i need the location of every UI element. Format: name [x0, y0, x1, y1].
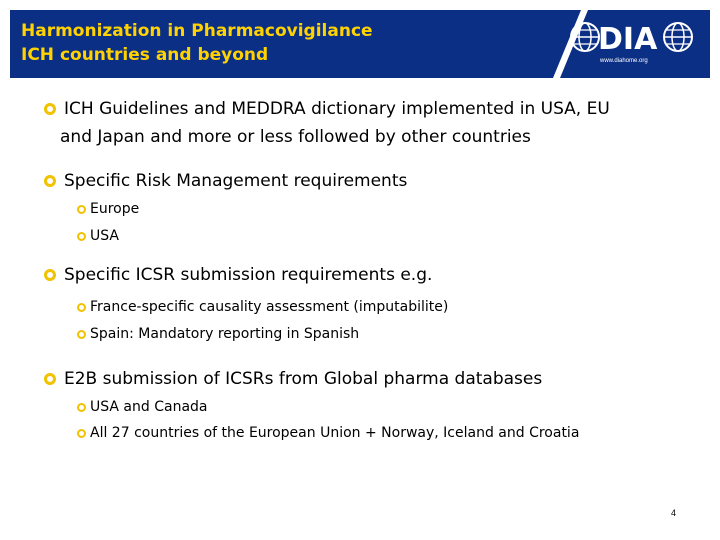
- sub-bullet-text: USA: [90, 228, 119, 244]
- bullet-ring-icon: [44, 103, 56, 115]
- sub-bullet-ring-icon: [77, 330, 86, 339]
- sub-bullet-ring-icon: [77, 429, 86, 438]
- bullet-text: Specific Risk Management requirements: [64, 171, 408, 191]
- sub-bullet-ring-icon: [77, 205, 86, 214]
- sub-bullet-text: Spain: Mandatory reporting in Spanish: [90, 326, 360, 342]
- sub-bullet-text: USA and Canada: [90, 399, 208, 415]
- slide-title-line2: ICH countries and beyond: [21, 45, 269, 65]
- page-number: 4: [671, 508, 677, 518]
- bullet-ring-icon: [44, 269, 56, 281]
- bullet-text-continued: and Japan and more or less followed by other countries: [60, 127, 531, 147]
- logo-text: DIA: [598, 22, 658, 57]
- bullet-ring-icon: [44, 373, 56, 385]
- bullet-ring-icon: [44, 175, 56, 187]
- slide-title-line1: Harmonization in Pharmacovigilance: [21, 21, 373, 41]
- sub-bullet-ring-icon: [77, 403, 86, 412]
- bullet-text: E2B submission of ICSRs from Global pharma databases: [64, 369, 543, 389]
- sub-bullet-text: Europe: [90, 201, 140, 217]
- sub-bullet-ring-icon: [77, 303, 86, 312]
- globe-icon-right: [664, 23, 692, 51]
- sub-bullet-text: All 27 countries of the European Union + Norway, Iceland and Croatia: [90, 425, 580, 441]
- bullet-text: Specific ICSR submission requirements e.g.: [64, 265, 433, 285]
- globe-icon-left: [571, 23, 599, 51]
- sub-bullet-ring-icon: [77, 232, 86, 241]
- dia-logo: [568, 18, 698, 58]
- sub-bullet-text: France-specific causality assessment (imputabilite): [90, 299, 449, 315]
- logo-url: www.diahome.org: [600, 58, 648, 64]
- bullet-text: ICH Guidelines and MEDDRA dictionary implemented in USA, EU: [64, 99, 610, 119]
